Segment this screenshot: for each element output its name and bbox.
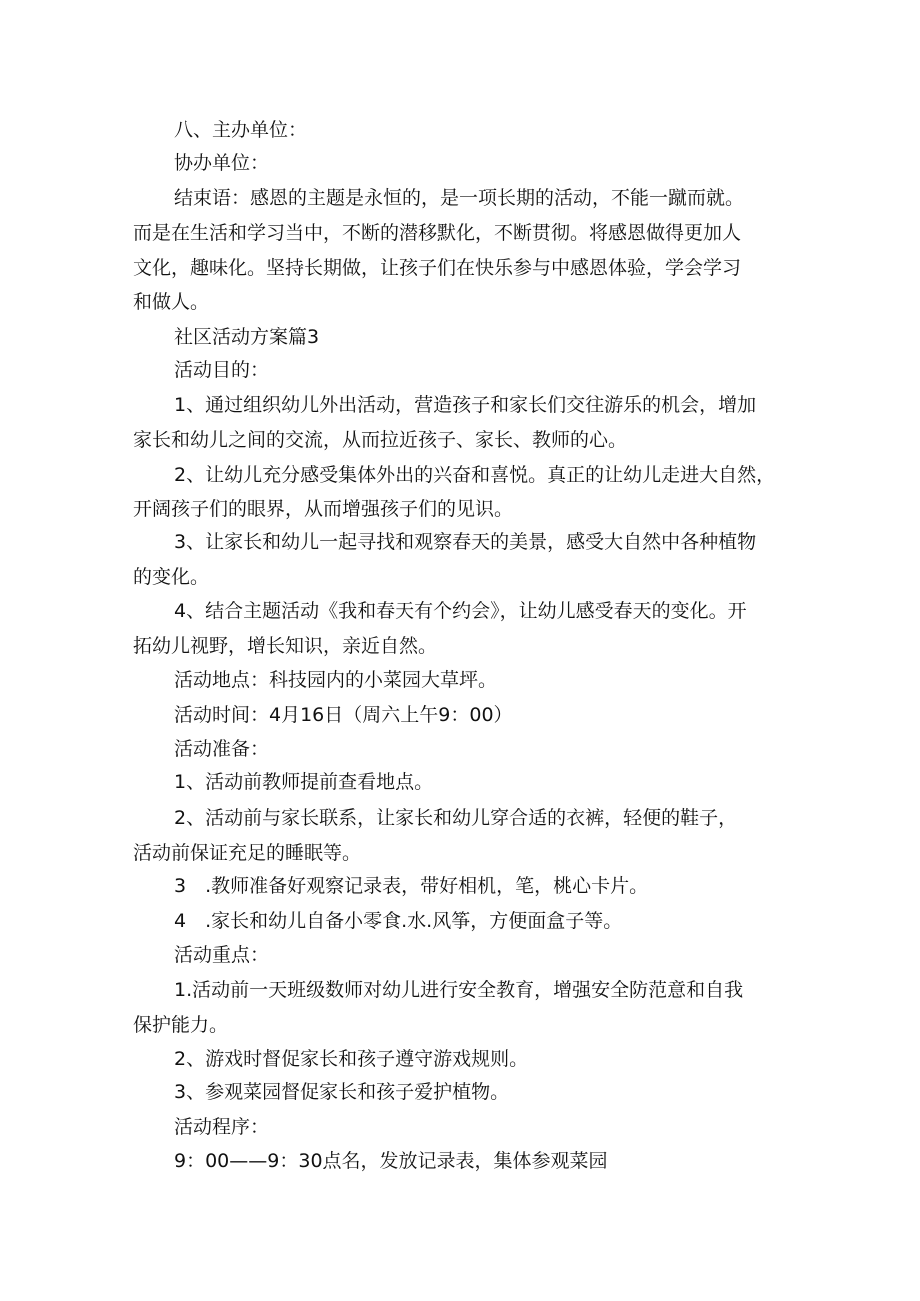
text-line: 2、让幼儿充分感受集体外出的兴奋和喜悦。真正的让幼儿走进大自然， [174, 464, 776, 486]
section-heading: 社区活动方案篇3 [174, 326, 320, 348]
text-line: 活动准备： [174, 738, 270, 760]
text-line: 家长和幼儿之间的交流，从而拉近孩子、家长、教师的心。 [133, 429, 628, 451]
text-line: 而是在生活和学习当中，不断的潜移默化，不断贯彻。将感恩做得更加人 [133, 222, 742, 244]
text-line: 活动时间：4月16日（周六上午9：00） [174, 704, 513, 726]
text-line: 1、活动前教师提前查看地点。 [174, 771, 434, 793]
text-line: 文化，趣味化。坚持长期做，让孩子们在快乐参与中感恩体验，学会学习 [133, 257, 742, 279]
text-line: 和做人。 [133, 291, 210, 313]
text-line: 活动前保证充足的睡眠等。 [133, 842, 362, 864]
text-line: 活动程序： [174, 1116, 270, 1138]
text-line: 4 .家长和幼儿自备小零食.水.风筝，方便面盒子等。 [174, 910, 623, 932]
text-line: 协办单位： [174, 152, 270, 174]
text-line: 1.活动前一天班级数师对幼儿进行安全教育，增强安全防范意和自我 [174, 979, 744, 1001]
text-line: 3 .教师准备好观察记录表，带好相机，笔，桃心卡片。 [174, 875, 649, 897]
text-line: 1、通过组织幼儿外出活动，营造孩子和家长们交往游乐的机会，增加 [174, 394, 757, 416]
text-line: 2、游戏时督促家长和孩子遵守游戏规则。 [174, 1048, 529, 1070]
text-line: 拓幼儿视野，增长知识，亲近自然。 [133, 635, 438, 657]
text-line: 3、让家长和幼儿一起寻找和观察春天的美景，感受大自然中各种植物 [174, 531, 757, 553]
text-line: 活动目的： [174, 359, 270, 381]
text-line: 结束语：感恩的主题是永恒的，是一项长期的活动，不能一蹴而就。 [174, 187, 745, 209]
text-line: 开阔孩子们的眼界，从而增强孩子们的见识。 [133, 498, 514, 520]
text-line: 保护能力。 [133, 1014, 229, 1036]
text-line: 4、结合主题活动《我和春天有个约会》，让幼儿感受春天的变化。开 [174, 600, 747, 622]
text-line: 活动重点： [174, 944, 270, 966]
text-line: 活动地点：科技园内的小菜园大草坪。 [174, 669, 498, 691]
text-line: 2、活动前与家长联系，让家长和幼儿穿合适的衣裤，轻便的鞋子， [174, 807, 738, 829]
text-line: 的变化。 [133, 566, 210, 588]
text-line: 9：00——9：30点名，发放记录表，集体参观菜园 [174, 1150, 608, 1172]
text-line: 八、主办单位： [174, 119, 308, 141]
text-line: 3、参观菜园督促家长和孩子爱护植物。 [174, 1081, 510, 1103]
